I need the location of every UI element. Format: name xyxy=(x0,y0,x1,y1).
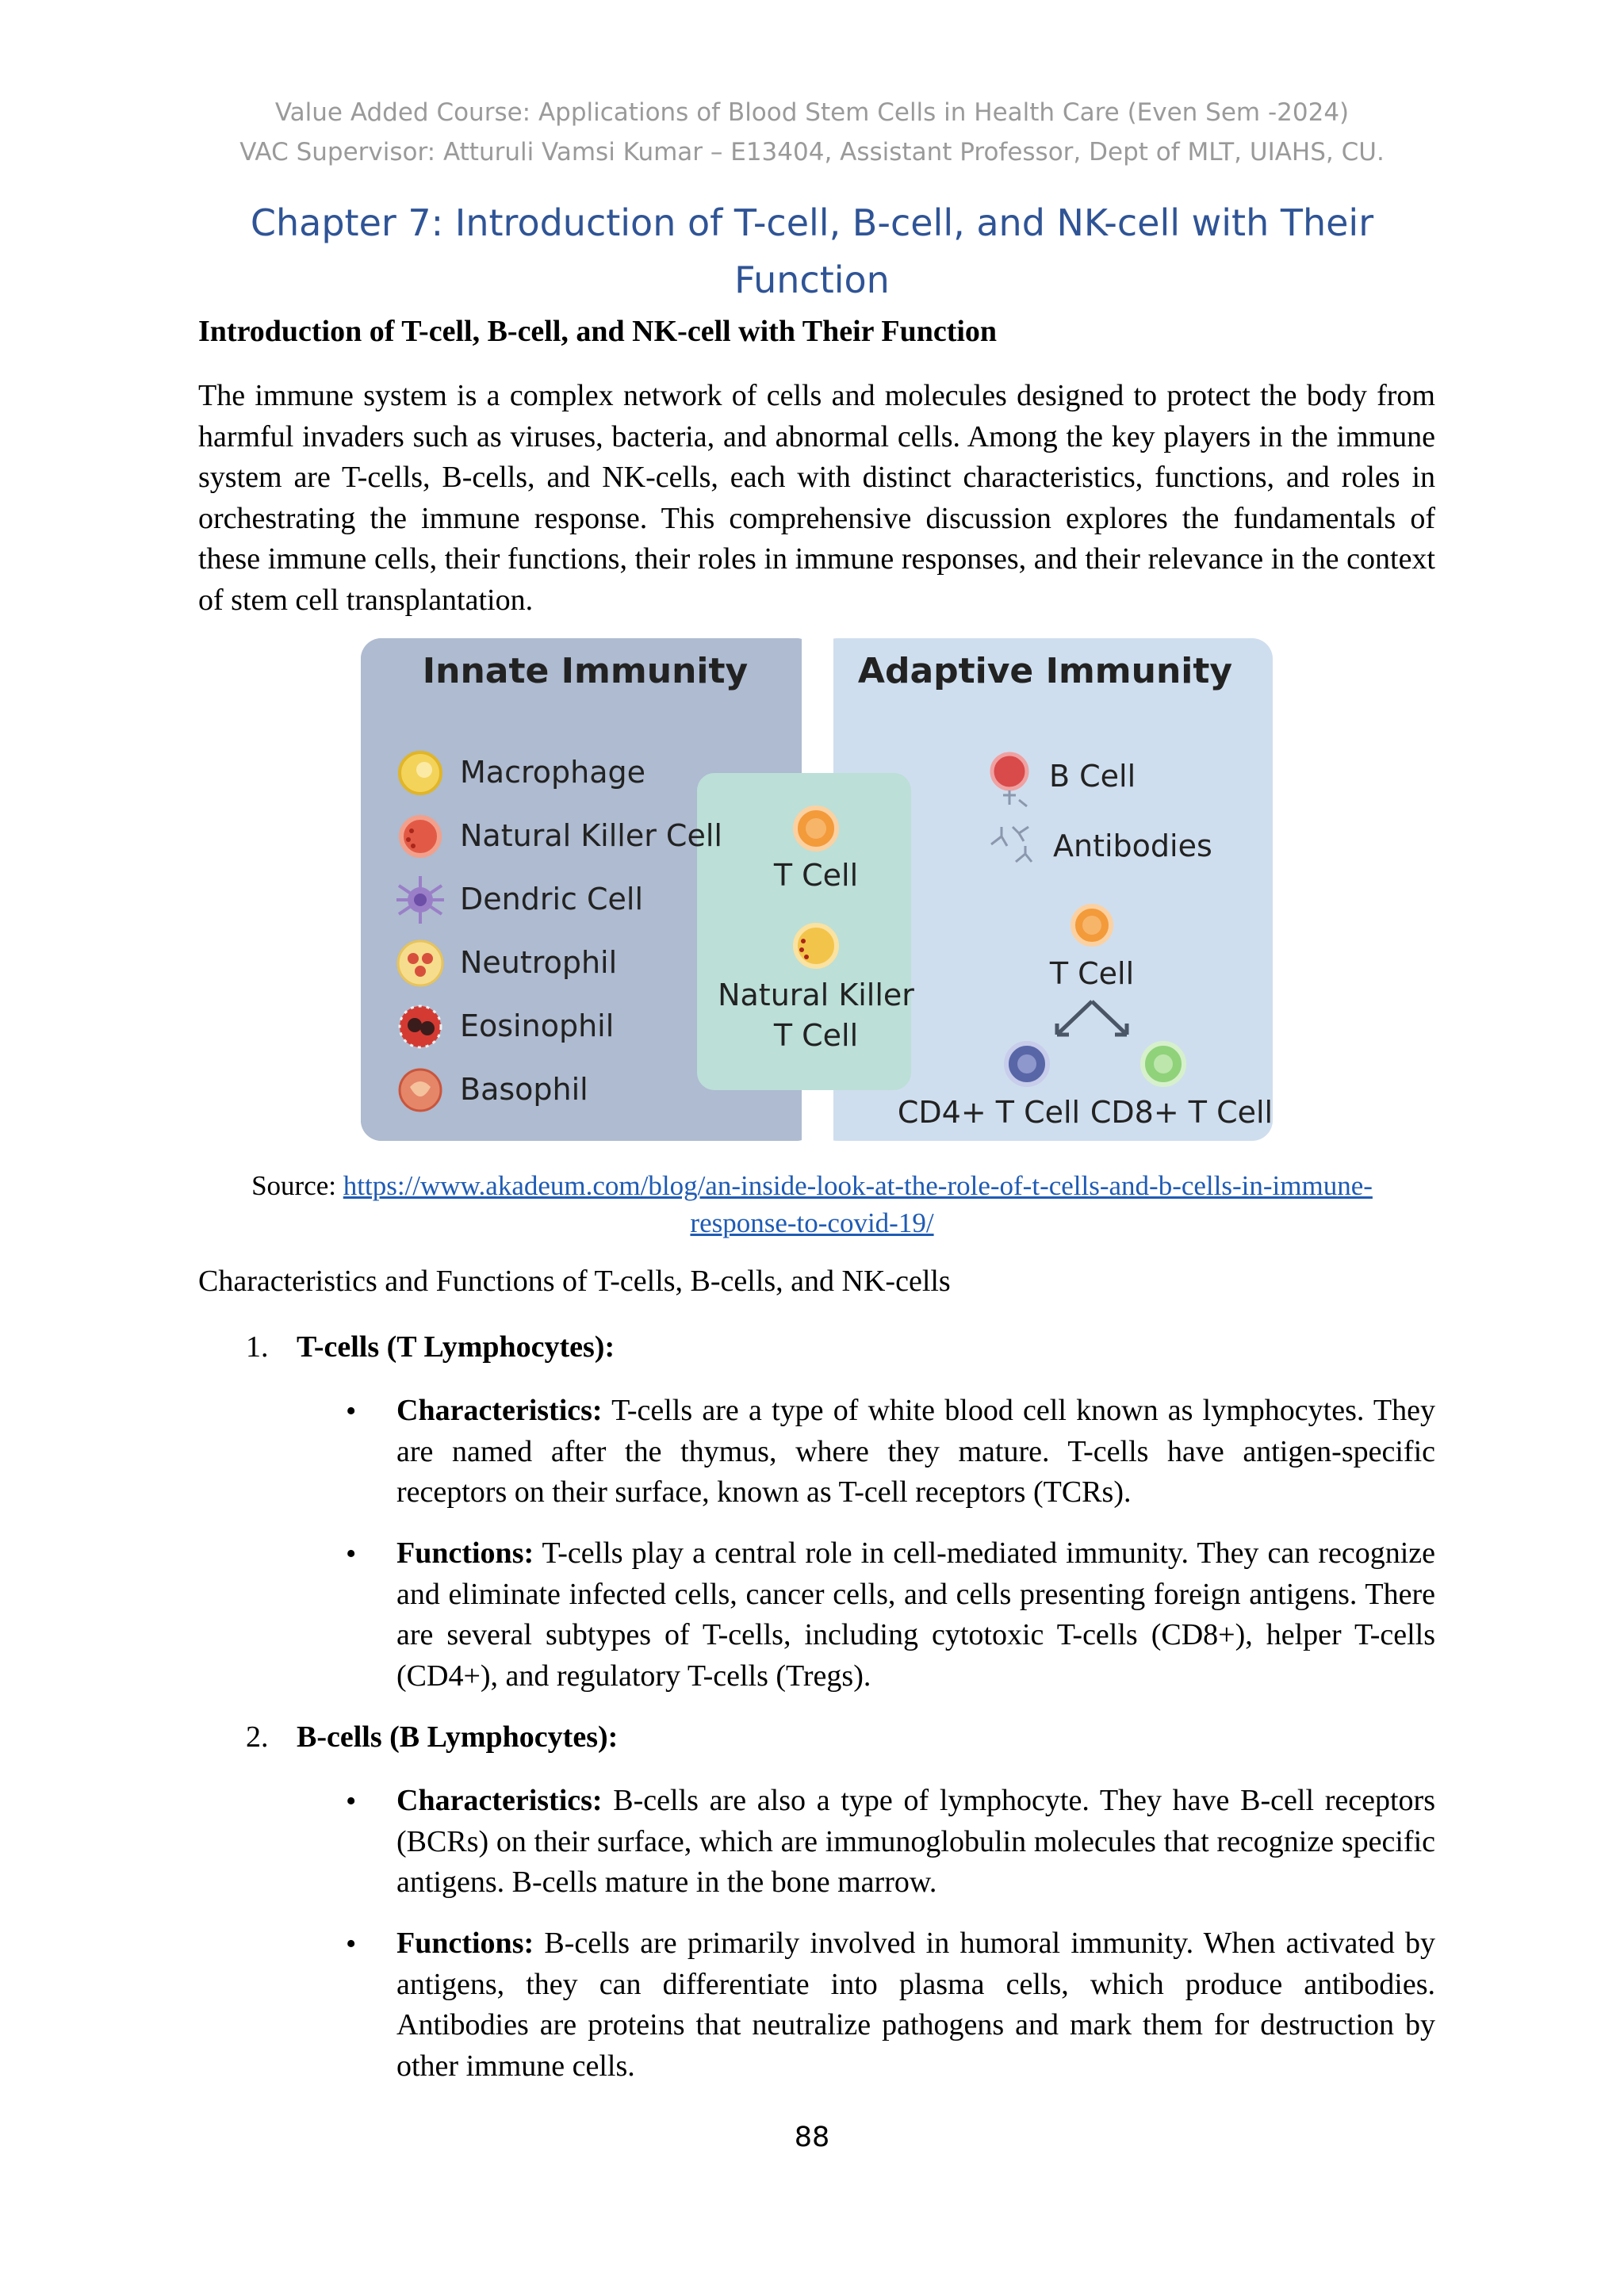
b-cell-label: B Cell xyxy=(1049,759,1136,794)
bullet-dot: • xyxy=(346,1395,357,1428)
chapter-title-line-1: Chapter 7: Introduction of T-cell, B-cell, and NK-cell with Their xyxy=(250,201,1374,244)
adaptive-t-cell-label: T Cell xyxy=(1049,956,1135,991)
innate-title: Innate Immunity xyxy=(422,651,749,691)
eosinophil-icon xyxy=(400,1006,441,1047)
b-cell-functions xyxy=(396,1923,1435,2087)
source-label: Source: xyxy=(251,1170,336,1201)
running-header-line-1: Value Added Course: Applications of Blood Stem Cells in Health Care (Even Sem -2024) xyxy=(274,98,1350,127)
bullet-label: Characteristics: xyxy=(396,1394,603,1427)
natural-killer-t-cell-icon xyxy=(795,925,837,966)
shared-t-cell-label: T Cell xyxy=(773,858,859,893)
adaptive-t-cell-icon xyxy=(1073,906,1111,944)
source-link[interactable]: https://www.akadeum.com/blog/an-inside-look-at-the-role-of-t-cells-and-b-cells-in-immune- xyxy=(343,1170,1373,1201)
list-number: 2. xyxy=(246,1720,269,1754)
cd8-label: CD8+ T Cell xyxy=(1090,1095,1273,1130)
bullet-label: Functions: xyxy=(396,1927,534,1960)
t-cell-characteristics xyxy=(396,1391,1435,1513)
section-heading: Introduction of T-cell, B-cell, and NK-cell with Their Function xyxy=(198,315,998,348)
bullet-text: B-cells are primarily involved in humoral immunity. When activated by antigens, they can differentiate into plasma cells, which produce antibodies. Antibodies are proteins that neutralize pathogens and mark them for destruction by other immune cells. xyxy=(396,1927,1435,2083)
intro-paragraph: The immune system is a complex network of cells and molecules designed to protect the body from harmful invaders such as viruses, bacteria, and abnormal cells. Among the key players in the immune system are T-cells, B-cells, and NK-cells, each with distinct characteristics, functions, and roles in orchestrating the immune response. This comprehensive discussion explores the fundamentals of these immune cells, their functions, their roles in immune responses, and their relevance in the context of stem cell transplantation. xyxy=(198,379,1435,617)
characteristics-heading: Characteristics and Functions of T-cells, B-cells, and NK-cells xyxy=(198,1265,951,1298)
list-number: 1. xyxy=(246,1330,269,1364)
bullet-dot: • xyxy=(346,1785,357,1818)
figure-source-line-2 xyxy=(0,1205,1624,1242)
cd8-t-cell-icon xyxy=(1143,1043,1184,1085)
bullet-text: T-cells play a central role in cell-mediated immunity. They can recognize and eliminate infected cells, cancer cells, and cells presenting foreign antigens. There are several subtypes of T-cells, including cytotoxic T-cells (CD8+), helper T-cells (CD4+), and regulatory T-cells (Tregs). xyxy=(396,1536,1435,1693)
nkt-label-line-2: T Cell xyxy=(773,1018,859,1053)
bullet-label: Functions: xyxy=(396,1536,534,1570)
bullet-text: T-cells are a type of white blood cell known as lymphocytes. They are named after the thymus, where they mature. T-cells have antigen-specific receptors on their surface, known as T-cell receptors (TCRs). xyxy=(396,1394,1435,1509)
shared-t-cell-icon xyxy=(795,808,837,849)
neutrophil-icon xyxy=(398,941,442,985)
antibodies-label: Antibodies xyxy=(1053,828,1212,863)
bullet-dot: • xyxy=(346,1927,357,1961)
immunity-figure xyxy=(361,638,1273,1141)
list-title-b-cells: B-cells (B Lymphocytes): xyxy=(297,1720,619,1754)
macrophage-icon xyxy=(400,752,441,794)
chapter-title-line-2: Function xyxy=(734,258,890,301)
cd4-t-cell-icon xyxy=(1006,1043,1048,1085)
natural-killer-cell-icon xyxy=(401,817,439,855)
innate-item-label: Basophil xyxy=(460,1072,588,1107)
bullet-label: Characteristics: xyxy=(396,1784,603,1817)
b-cell-characteristics xyxy=(396,1781,1435,1904)
bullet-text: B-cells are also a type of lymphocyte. They have B-cell receptors (BCRs) on their surface, which are immunoglobulin molecules that recognize specific antigens. B-cells mature in the bone marrow. xyxy=(396,1784,1435,1899)
list-title-t-cells: T-cells (T Lymphocytes): xyxy=(297,1330,615,1364)
innate-item-label: Macrophage xyxy=(460,755,645,790)
page-number: 88 xyxy=(794,2122,830,2153)
adaptive-title: Adaptive Immunity xyxy=(857,651,1233,691)
cd4-label: CD4+ T Cell xyxy=(897,1095,1081,1130)
innate-item-label: Neutrophil xyxy=(460,945,618,980)
t-cell-functions xyxy=(396,1533,1435,1697)
innate-item-label: Natural Killer Cell xyxy=(460,818,722,853)
immunity-diagram xyxy=(361,638,1273,1141)
bullet-dot: • xyxy=(346,1537,357,1571)
innate-item-label: Dendric Cell xyxy=(460,882,644,916)
innate-item-label: Eosinophil xyxy=(460,1008,615,1043)
figure-source-line-1 xyxy=(0,1168,1624,1204)
running-header-line-2: VAC Supervisor: Atturuli Vamsi Kumar – E13404, Assistant Professor, Dept of MLT, UIAHS, CU. xyxy=(239,138,1385,166)
nkt-label-line-1: Natural Killer xyxy=(718,978,914,1012)
basophil-icon xyxy=(400,1070,441,1111)
source-link-continued[interactable]: response-to-covid-19/ xyxy=(690,1207,934,1238)
